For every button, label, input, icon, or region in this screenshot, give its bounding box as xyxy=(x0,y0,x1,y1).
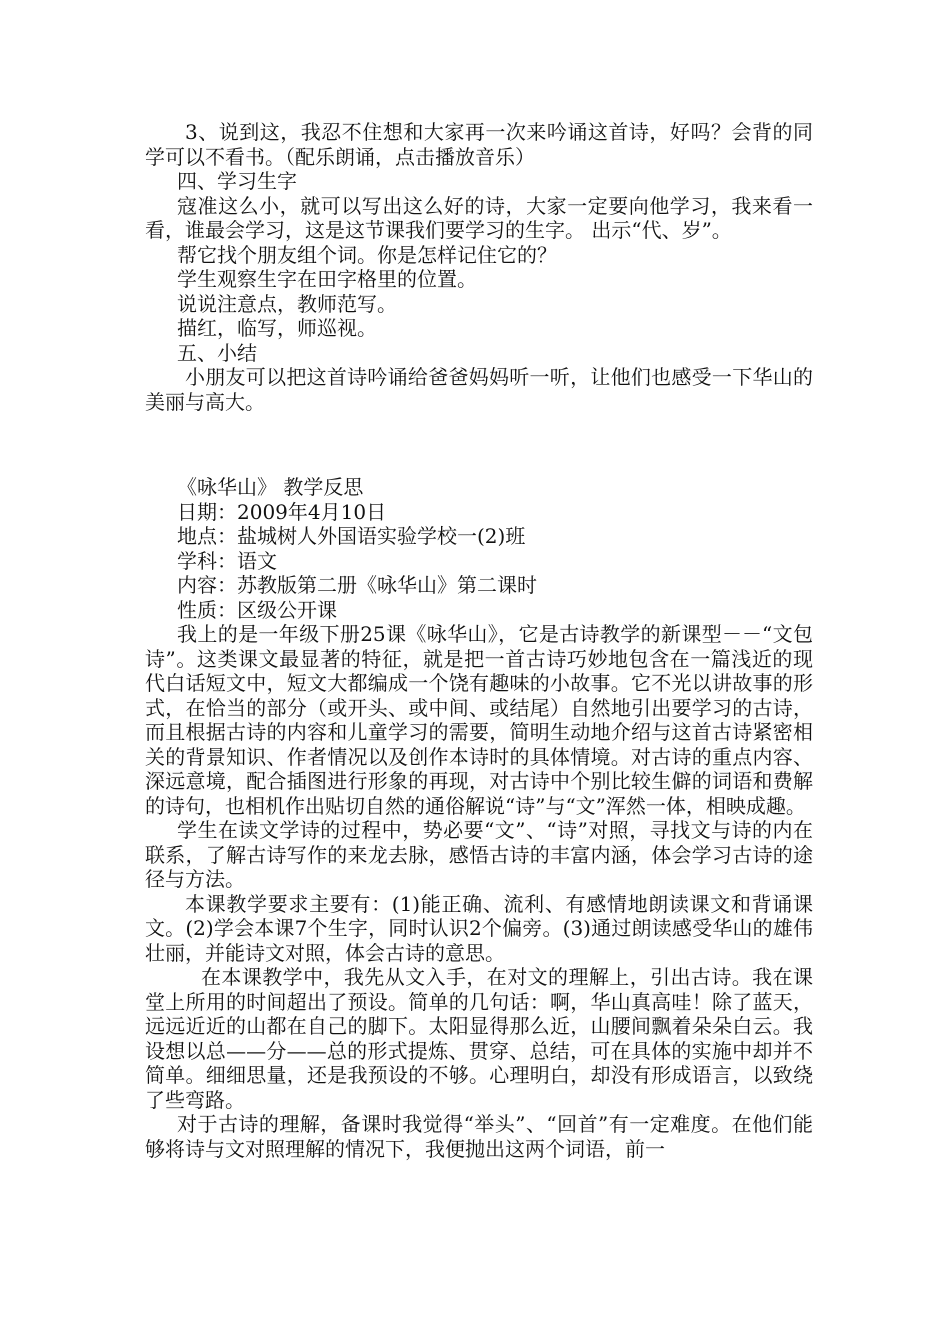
paragraph-observe-grid: 学生观察生字在田字格里的位置。 xyxy=(177,267,477,291)
paragraph-kou-zhun: 寇准这么小，就可以写出这么好的诗，大家一定要向他学习，我来看一看，谁最会学习，这是这节课我们要学习的生字。 出示“代、岁”。 xyxy=(145,193,813,242)
section-spacer xyxy=(145,414,813,475)
paragraph-recite-again: 3、说到这，我忍不住想和大家再一次来吟诵这首诗，好吗？会背的同学可以不看书。（配乐朗诵，点击播放音乐） xyxy=(145,120,813,169)
heading-summary: 五、小结 xyxy=(177,340,257,365)
paragraph-classroom-process: 在本课教学中，我先从文入手，在对文的理解上，引出古诗。我在课堂上所用的时间超出了预设。简单的几句话：啊，华山真高哇！除了蓝天，远远近近的山都在自己的脚下。太阳显得那么近，山腰间飘着朵朵白云。我设想以总——分——总的形式提炼、贯穿、总结，可在具体的实施中却并不简单。细细思量，还是我预设的不够。心理明白，却没有形成语言，以致绕了些弯路。 xyxy=(145,965,813,1112)
paragraph-lesson-type: 我上的是一年级下册25课《咏华山》，它是古诗教学的新课型－－“文包诗”。这类课文最显著的特征，就是把一首古诗巧妙地包含在一篇浅近的现代白话短文中，短文大都编成一个饶有趣味的小故事。它不光以讲故事的形式，在恰当的部分（或开头、或中间、或结尾）自然地引出要学习的古诗，而且根据古诗的内容和儿童学习的需要，简明生动地介绍与这首古诗紧密相关的背景知识、作者情况以及创作本诗时的具体情境。对古诗的重点内容、深远意境，配合插图进行形象的再现，对古诗中个别比较生僻的词语和费解的诗句，也相机作出贴切自然的通俗解说“诗”与“文”浑然一体，相映成趣。 xyxy=(145,622,813,818)
meta-subject: 学科：语文 xyxy=(177,548,277,573)
meta-content: 内容：苏教版第二册《咏华山》第二课时 xyxy=(177,573,537,597)
lesson-plan-section xyxy=(145,120,813,414)
heading-learn-characters: 四、学习生字 xyxy=(177,169,297,193)
paragraph-teacher-demo: 说说注意点，教师范写。 xyxy=(177,291,397,316)
paragraph-summary: 小朋友可以把这首诗吟诵给爸爸妈妈听一听，让他们也感受一下华山的美丽与高大。 xyxy=(145,365,813,414)
meta-date: 日期：2009年4月10日 xyxy=(177,499,387,524)
paragraph-copy-writing: 描红，临写，师巡视。 xyxy=(177,316,377,340)
paragraph-student-reading: 学生在读文学诗的过程中，势必要“文”、“诗”对照，寻找文与诗的内在联系，了解古诗写作的来龙去脉，感悟古诗的丰富内涵，体会学习古诗的途径与方法。 xyxy=(145,818,813,891)
document-page xyxy=(145,120,813,1161)
paragraph-make-words: 帮它找个朋友组个词。你是怎样记住它的？ xyxy=(177,242,557,267)
paragraph-teaching-goals: 本课教学要求主要有：(1)能正确、流利、有感情地朗读课文和背诵课文。(2)学会本课7个生字，同时认识2个偏旁。(3)通过朗读感受华山的雄伟壮丽，并能诗文对照，体会古诗的意思。 xyxy=(145,891,813,965)
reflection-title: 《咏华山》 教学反思 xyxy=(177,475,364,499)
meta-location: 地点：盐城树人外国语实验学校一(2)班 xyxy=(177,524,526,548)
paragraph-poem-understanding: 对于古诗的理解，备课时我觉得“举头”、“回首”有一定难度。在他们能够将诗与文对照理解的情况下，我便抛出这两个词语，前一 xyxy=(145,1112,813,1161)
reflection-section xyxy=(145,475,813,1161)
meta-nature: 性质：区级公开课 xyxy=(177,597,337,622)
